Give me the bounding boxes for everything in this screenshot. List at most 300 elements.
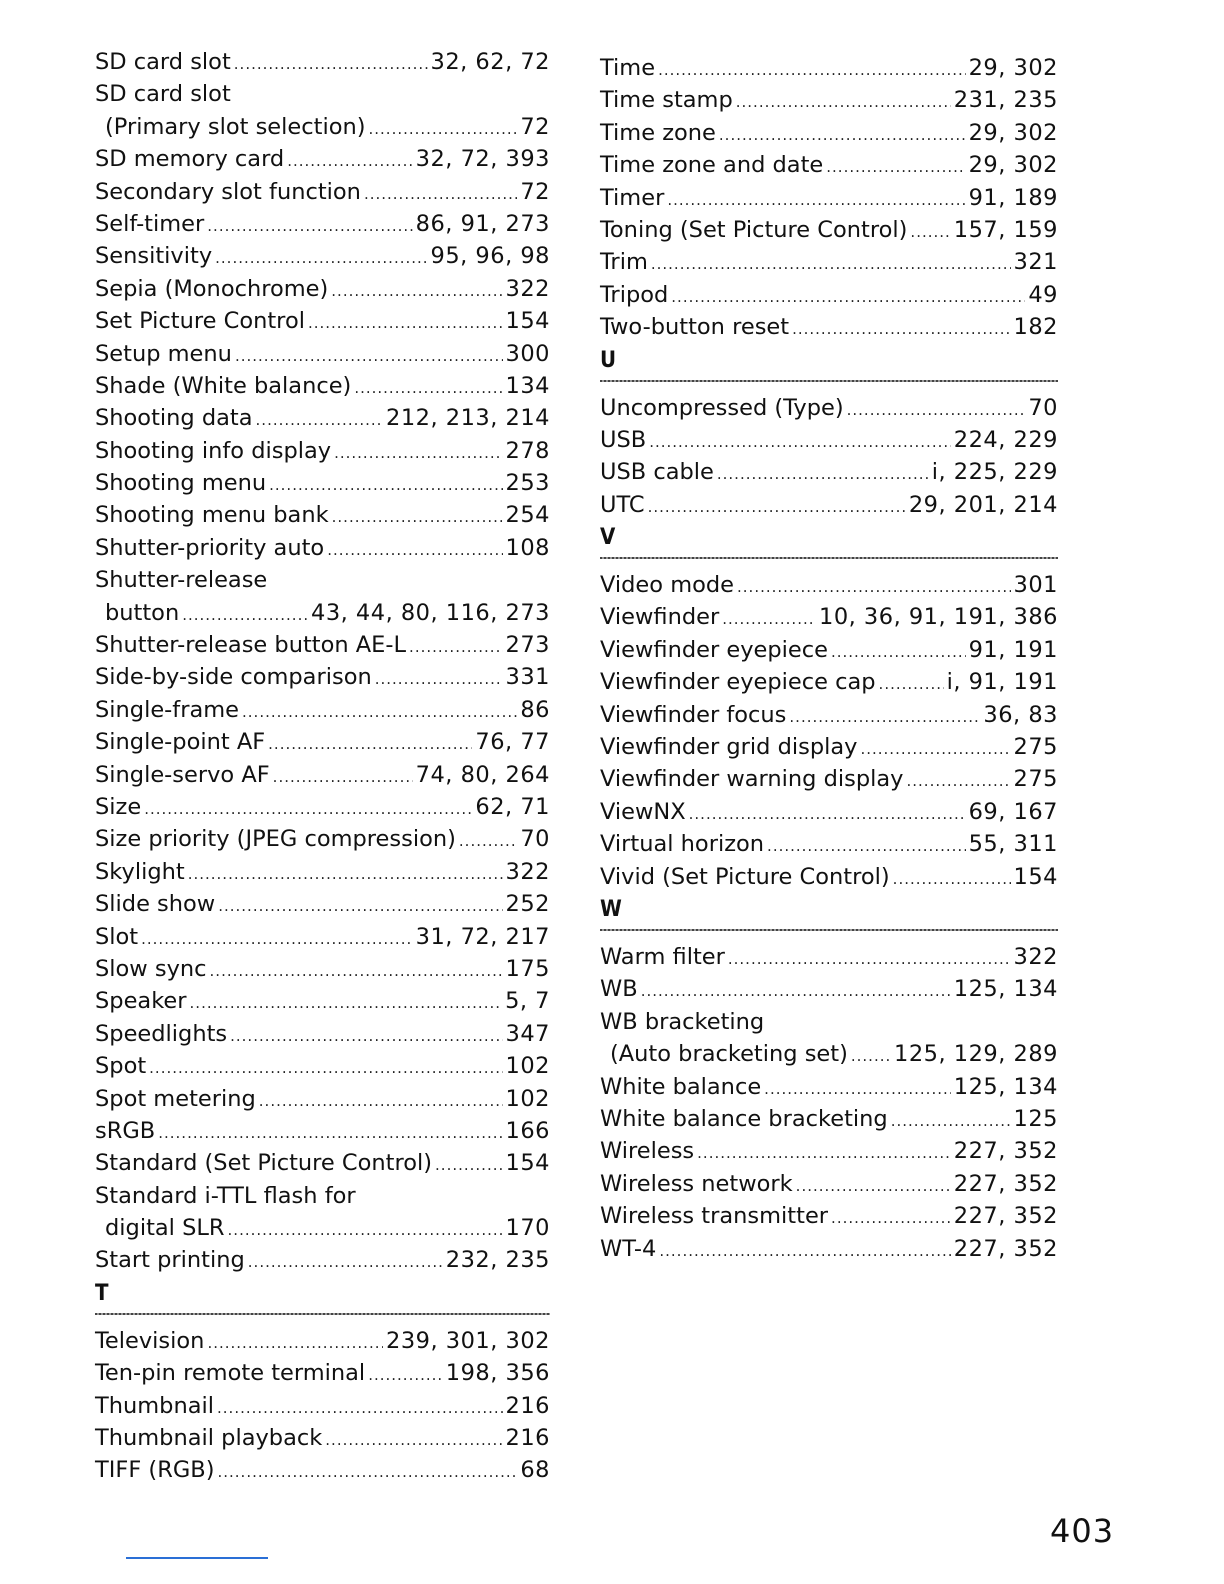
dot-leader (149, 1052, 502, 1084)
entry-pages: 252 (505, 891, 550, 918)
dot-leader (459, 825, 517, 857)
section-letter: V (600, 525, 616, 551)
index-entry (95, 402, 550, 434)
section-divider (600, 557, 1058, 559)
dot-leader (190, 987, 503, 1019)
entry-label: WT-4 (600, 1235, 657, 1262)
dot-leader (667, 184, 965, 216)
section-v (600, 521, 1058, 893)
entry-pages: 72 (520, 113, 550, 140)
dot-leader (893, 863, 1011, 895)
dot-leader (648, 491, 906, 523)
dot-leader (369, 113, 518, 145)
dot-leader (659, 1235, 950, 1267)
entry-pages: 239, 301, 302 (386, 1327, 550, 1354)
entry-pages: 108 (505, 534, 550, 561)
index-entry-heading: WB bracketing (600, 1008, 765, 1035)
entry-label: Thumbnail (95, 1392, 215, 1419)
dot-leader (144, 793, 472, 825)
index-entry (95, 1390, 550, 1422)
dot-leader (375, 663, 503, 695)
section-w (600, 893, 1058, 1265)
section-divider (600, 929, 1058, 931)
entry-pages: 29, 302 (968, 119, 1058, 146)
dot-leader (331, 275, 502, 307)
dot-leader (242, 696, 517, 728)
page-number: 403 (1050, 1512, 1115, 1550)
dot-leader (767, 830, 966, 862)
index-entry (95, 1147, 550, 1179)
index-entry (95, 1115, 550, 1147)
dot-leader (354, 372, 502, 404)
entry-label: Time zone (600, 119, 716, 146)
entry-pages: 212, 213, 214 (386, 405, 550, 432)
entry-label: Spot (95, 1053, 147, 1080)
entry-pages: 154 (505, 308, 550, 335)
entry-pages: 29, 302 (968, 152, 1058, 179)
entry-label: Speaker (95, 988, 187, 1015)
dot-leader (764, 1073, 951, 1105)
index-entry (600, 149, 1058, 181)
entry-label: digital SLR (105, 1215, 225, 1242)
index-entry (600, 1103, 1058, 1135)
entry-pages: 91, 189 (968, 184, 1058, 211)
index-entry (95, 1357, 550, 1389)
entry-label: Setup menu (95, 340, 232, 367)
index-entry (95, 467, 550, 499)
entry-pages: 154 (1013, 863, 1058, 890)
dot-leader (651, 248, 1011, 280)
dot-leader (722, 603, 816, 635)
entry-label: Shade (White balance) (95, 372, 352, 399)
entry-label: Trim (600, 249, 648, 276)
dot-leader (697, 1137, 951, 1169)
dot-leader (826, 151, 965, 183)
entry-pages: 227, 352 (953, 1138, 1058, 1165)
index-entry (95, 856, 550, 888)
entry-pages: 32, 72, 393 (415, 146, 550, 173)
entry-pages: 321 (1013, 249, 1058, 276)
dot-leader (649, 426, 951, 458)
dot-leader (671, 281, 1025, 313)
entry-label: Shooting menu bank (95, 502, 329, 529)
entry-pages: 301 (1013, 572, 1058, 599)
entry-pages: 322 (505, 275, 550, 302)
index-entry (95, 532, 550, 564)
entry-pages: 157, 159 (953, 216, 1058, 243)
index-entry (95, 921, 550, 953)
entry-group (600, 52, 1058, 344)
entry-pages: 5, 7 (505, 988, 550, 1015)
index-entry (95, 1083, 550, 1115)
entry-pages: i, 91, 191 (946, 669, 1058, 696)
dot-leader (325, 1424, 502, 1456)
entry-label: Sensitivity (95, 243, 213, 270)
entry-pages: 86 (520, 696, 550, 723)
entry-pages: 55, 311 (968, 831, 1058, 858)
index-entry (95, 823, 550, 855)
entry-label: Virtual horizon (600, 831, 765, 858)
index-entry (95, 953, 550, 985)
entry-label: Standard (Set Picture Control) (95, 1150, 433, 1177)
index-entry-heading: Shutter-release (95, 567, 268, 594)
entry-label: Wireless transmitter (600, 1203, 829, 1230)
entry-label: Side-by-side comparison (95, 664, 372, 691)
index-entry (95, 111, 550, 143)
entry-pages: 273 (505, 632, 550, 659)
entry-pages: 227, 352 (953, 1170, 1058, 1197)
index-entry (95, 1244, 550, 1276)
entry-pages: 231, 235 (953, 87, 1058, 114)
entry-label: Timer (600, 184, 665, 211)
entry-label: SD memory card (95, 146, 285, 173)
entry-label: sRGB (95, 1117, 156, 1144)
dot-leader (269, 469, 502, 501)
entry-pages: 49 (1028, 281, 1058, 308)
entry-pages: 29, 201, 214 (908, 491, 1058, 518)
entry-pages: 72 (520, 178, 550, 205)
entry-label: Viewfinder focus (600, 701, 787, 728)
entry-pages: 76, 77 (475, 729, 550, 756)
dot-leader (235, 340, 503, 372)
dot-leader (182, 599, 308, 631)
footer-link-mark (126, 1557, 268, 1559)
left-column (95, 46, 550, 1487)
entry-label: Size priority (JPEG compression) (95, 826, 456, 853)
dot-leader (435, 1149, 503, 1181)
dot-leader (259, 1085, 503, 1117)
entry-label: Uncompressed (Type) (600, 394, 844, 421)
entry-pages: 154 (505, 1150, 550, 1177)
index-entry (600, 941, 1058, 973)
index-entry (95, 1422, 550, 1454)
entry-label: Single-servo AF (95, 761, 270, 788)
entry-label: Warm filter (600, 943, 725, 970)
entry-label: Wireless (600, 1138, 695, 1165)
entry-label: USB (600, 426, 647, 453)
entry-pages: 95, 96, 98 (430, 243, 550, 270)
entry-label: Start printing (95, 1247, 245, 1274)
entry-label: Time zone and date (600, 152, 824, 179)
entry-label: Shooting info display (95, 437, 332, 464)
dot-leader (658, 54, 966, 86)
index-entry (600, 828, 1058, 860)
entry-label: Viewfinder grid display (600, 734, 858, 761)
index-entry (600, 1135, 1058, 1167)
entry-pages: 170 (505, 1215, 550, 1242)
dot-leader (158, 1117, 502, 1149)
index-entry (95, 499, 550, 531)
entry-pages: 322 (1013, 943, 1058, 970)
entry-pages: 43, 44, 80, 116, 273 (311, 599, 550, 626)
index-entry (95, 176, 550, 208)
section-t (95, 1277, 550, 1487)
dot-leader (641, 975, 951, 1007)
entry-label: (Auto bracketing set) (610, 1041, 848, 1068)
entry-pages: 322 (505, 858, 550, 885)
dot-leader (141, 923, 413, 955)
dot-leader (737, 571, 1011, 603)
index-entry (600, 52, 1058, 84)
index-entry (600, 1071, 1058, 1103)
entry-label: Shutter-release button AE-L (95, 632, 407, 659)
entry-label: TIFF (RGB) (95, 1457, 215, 1484)
entry-label: Viewfinder eyepiece (600, 636, 828, 663)
index-entry (600, 489, 1058, 521)
entry-pages: 253 (505, 470, 550, 497)
index-entry (600, 861, 1058, 893)
entry-label: Viewfinder warning display (600, 766, 904, 793)
dot-leader (831, 636, 966, 668)
index-entry (600, 392, 1058, 424)
dot-leader (851, 1040, 891, 1072)
index-entry (600, 1200, 1058, 1232)
entry-pages: 32, 62, 72 (430, 49, 550, 75)
dot-leader (368, 1359, 443, 1391)
dot-leader (910, 216, 950, 248)
entry-pages: 275 (1013, 734, 1058, 761)
entry-label: Tripod (600, 281, 669, 308)
dot-leader (308, 307, 503, 339)
section-divider (95, 1313, 550, 1315)
section-letter: W (600, 896, 622, 922)
entry-group (600, 392, 1058, 522)
entry-label: Shooting data (95, 405, 253, 432)
index-entry (95, 305, 550, 337)
entry-label: Secondary slot function (95, 178, 361, 205)
index-entry (600, 1233, 1058, 1265)
entry-label: White balance (600, 1073, 762, 1100)
entry-pages: 216 (505, 1392, 550, 1419)
entry-label: Set Picture Control (95, 308, 305, 335)
dot-leader (268, 728, 472, 760)
entry-label: Time (600, 55, 656, 81)
index-entry (600, 424, 1058, 456)
entry-pages: 278 (505, 437, 550, 464)
index-entry (95, 1325, 550, 1357)
dot-leader (334, 437, 502, 469)
entry-pages: 300 (505, 340, 550, 367)
index-entry (95, 370, 550, 402)
entry-label: Two-button reset (600, 314, 790, 341)
dot-leader (364, 178, 517, 210)
index-entry (600, 666, 1058, 698)
dot-leader (719, 119, 966, 151)
index-entry (95, 435, 550, 467)
section-u (600, 344, 1058, 522)
index-entry (95, 273, 550, 305)
section-letter: U (600, 347, 617, 373)
dot-leader (796, 1170, 951, 1202)
entry-pages: 91, 191 (968, 636, 1058, 663)
index-entry (600, 601, 1058, 633)
entry-label: Vivid (Set Picture Control) (600, 863, 890, 890)
entry-pages: 102 (505, 1053, 550, 1080)
index-entry (600, 731, 1058, 763)
entry-pages: 62, 71 (475, 793, 550, 820)
index-entry (95, 1018, 550, 1050)
entry-pages: 216 (505, 1425, 550, 1452)
index-entry (600, 699, 1058, 731)
entry-label: Speedlights (95, 1020, 228, 1047)
section-letter: T (95, 1280, 109, 1306)
entry-pages: 331 (505, 664, 550, 691)
index-entry (600, 117, 1058, 149)
index-entry (600, 634, 1058, 666)
entry-group (95, 46, 550, 1277)
dot-leader (210, 955, 503, 987)
dot-leader (217, 1392, 503, 1424)
dot-leader (792, 313, 1010, 345)
entry-pages: 125, 134 (953, 976, 1058, 1003)
dot-leader (327, 534, 502, 566)
entry-group (600, 941, 1058, 1265)
index-entry (95, 661, 550, 693)
entry-label: Viewfinder eyepiece cap (600, 669, 876, 696)
index-entry (95, 985, 550, 1017)
dot-leader (230, 1020, 502, 1052)
entry-label: Sepia (Monochrome) (95, 275, 329, 302)
entry-label: Single-frame (95, 696, 240, 723)
entry-label: Single-point AF (95, 729, 266, 756)
entry-label: button (105, 599, 180, 626)
dot-leader (228, 1214, 503, 1246)
index-entry (600, 456, 1058, 488)
index-entry (95, 726, 550, 758)
dot-leader (188, 858, 503, 890)
entry-pages: 10, 36, 91, 191, 386 (819, 604, 1058, 631)
index-entry (600, 763, 1058, 795)
entry-pages: 254 (505, 502, 550, 529)
entry-pages: 227, 352 (953, 1203, 1058, 1230)
entry-label: Shooting menu (95, 470, 267, 497)
index-entry (95, 143, 550, 175)
dot-leader (217, 1456, 517, 1488)
dot-leader (728, 943, 1011, 975)
index-entry (600, 279, 1058, 311)
dot-leader (907, 765, 1011, 797)
entry-label: Viewfinder (600, 604, 720, 631)
entry-pages: i, 225, 229 (931, 459, 1058, 486)
entry-label: Television (95, 1327, 205, 1354)
entry-label: WB (600, 976, 638, 1003)
index-entry (600, 1038, 1058, 1070)
index-entry (95, 208, 550, 240)
entry-pages: 86, 91, 273 (415, 210, 550, 237)
index-entry (95, 629, 550, 661)
dot-leader (831, 1202, 951, 1234)
entry-label: White balance bracketing (600, 1105, 888, 1132)
dot-leader (860, 733, 1010, 765)
entry-label: Slot (95, 923, 139, 950)
entry-pages: 134 (505, 372, 550, 399)
index-entry (95, 1454, 550, 1486)
index-entry (95, 46, 550, 78)
dot-leader (234, 48, 428, 80)
index-entry (600, 569, 1058, 601)
index-entry (95, 240, 550, 272)
entry-label: (Primary slot selection) (105, 113, 366, 140)
entry-pages: 224, 229 (953, 426, 1058, 453)
right-column (600, 52, 1058, 1265)
entry-pages: 227, 352 (953, 1235, 1058, 1262)
index-entry (600, 84, 1058, 116)
index-entry (95, 759, 550, 791)
dot-leader (891, 1105, 1011, 1137)
dot-leader (332, 501, 503, 533)
entry-pages: 175 (505, 955, 550, 982)
entry-label: Skylight (95, 858, 185, 885)
entry-pages: 166 (505, 1117, 550, 1144)
entry-pages: 69, 167 (968, 798, 1058, 825)
entry-label: Shutter-priority auto (95, 534, 325, 561)
index-entry (95, 597, 550, 629)
index-entry (600, 246, 1058, 278)
index-entry (95, 694, 550, 726)
entry-pages: 347 (505, 1020, 550, 1047)
index-entry (600, 796, 1058, 828)
entry-label: Thumbnail playback (95, 1425, 323, 1452)
dot-leader (879, 668, 944, 700)
dot-leader (287, 145, 412, 177)
index-entry (600, 182, 1058, 214)
dot-leader (256, 404, 384, 436)
entry-label: Size (95, 793, 142, 820)
entry-label: Wireless network (600, 1170, 793, 1197)
entry-label: Video mode (600, 572, 735, 599)
entry-label: Slow sync (95, 955, 207, 982)
entry-pages: 125, 129, 289 (894, 1041, 1058, 1068)
section-divider (600, 380, 1058, 382)
entry-label: SD card slot (95, 49, 231, 75)
dot-leader (273, 761, 413, 793)
index-entry (95, 791, 550, 823)
index-entry-heading: Standard i-TTL flash for (95, 1182, 356, 1209)
dot-leader (717, 458, 929, 490)
index-entry (95, 1212, 550, 1244)
dot-leader (736, 86, 951, 118)
dot-leader (847, 394, 1026, 426)
entry-group (95, 1325, 550, 1487)
index-entry-heading: SD card slot (95, 81, 231, 108)
entry-label: Time stamp (600, 87, 733, 114)
entry-label: Ten-pin remote terminal (95, 1360, 366, 1387)
dot-leader (215, 242, 427, 274)
entry-pages: 74, 80, 264 (415, 761, 550, 788)
index-entry (95, 888, 550, 920)
dot-leader (207, 1327, 383, 1359)
entry-pages: 70 (1028, 394, 1058, 421)
index-entry (600, 214, 1058, 246)
dot-leader (218, 890, 502, 922)
entry-pages: 36, 83 (983, 701, 1058, 728)
index-entry (600, 311, 1058, 343)
dot-leader (207, 210, 412, 242)
entry-pages: 198, 356 (445, 1360, 550, 1387)
entry-pages: 70 (520, 826, 550, 853)
index-entry (600, 973, 1058, 1005)
entry-label: Spot metering (95, 1085, 256, 1112)
entry-label: USB cable (600, 459, 714, 486)
entry-label: UTC (600, 491, 645, 518)
entry-pages: 125, 134 (953, 1073, 1058, 1100)
entry-pages: 182 (1013, 314, 1058, 341)
dot-leader (248, 1246, 443, 1278)
entry-pages: 29, 302 (968, 55, 1058, 81)
entry-pages: 125 (1013, 1105, 1058, 1132)
entry-label: Self-timer (95, 210, 205, 237)
entry-label: ViewNX (600, 798, 686, 825)
